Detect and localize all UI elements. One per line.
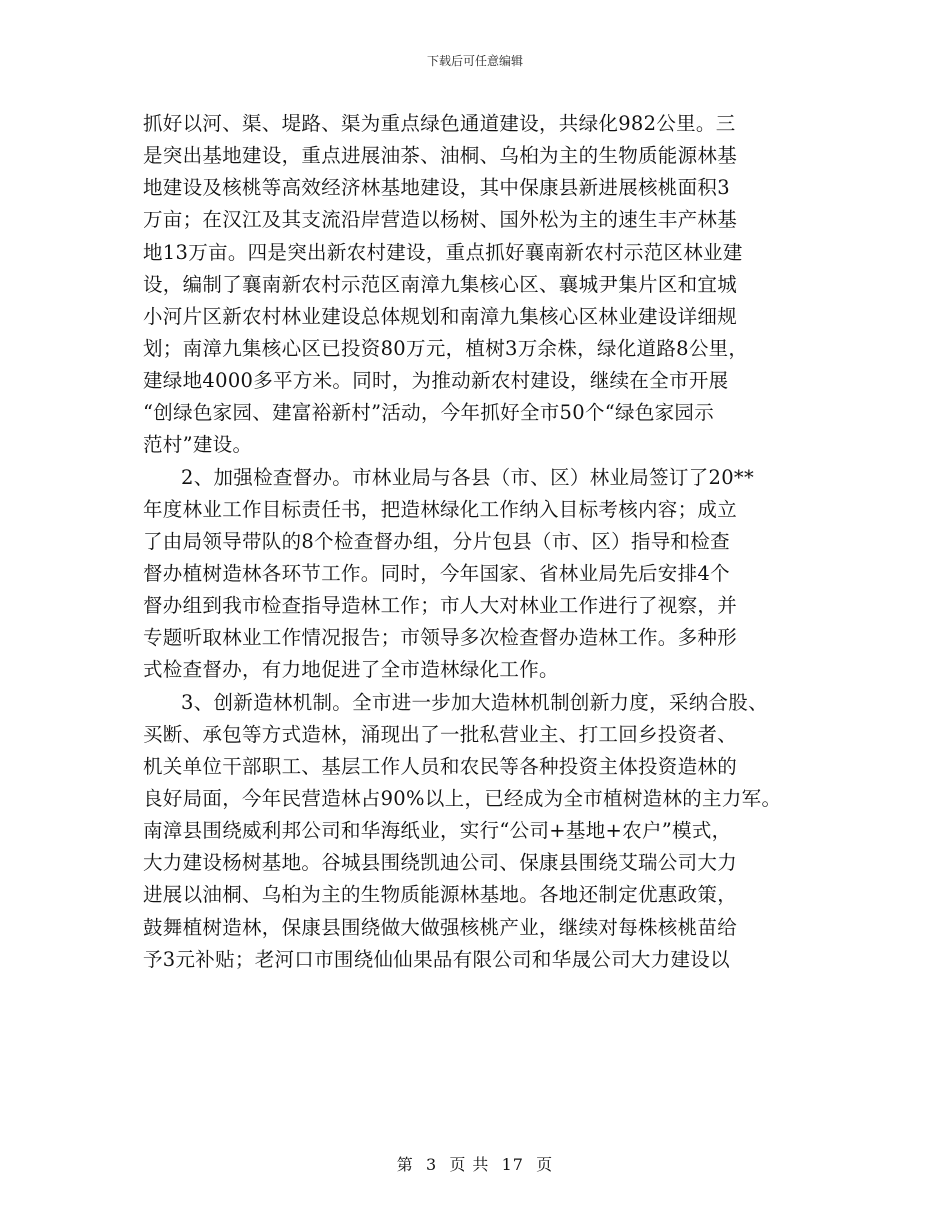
text-line: 督办植树造林各环节工作。同时，今年国家、省林业局先后安排4个 — [143, 561, 730, 585]
text-line: 专题听取林业工作情况报告；市领导多次检查督办造林工作。多种形 — [143, 626, 738, 650]
text-line: 范村”建设。 — [143, 433, 253, 457]
footer-prefix: 第 — [396, 1155, 420, 1174]
text-line: 抓好以河、渠、堤路、渠为重点绿色通道建设，共绿化982公里。三 — [143, 112, 736, 135]
footer-total-pages: 17 — [501, 1155, 531, 1174]
text-line: 式检查督办，有力地促进了全市造林绿化工作。 — [143, 658, 559, 682]
footer-middle: 页 共 — [449, 1155, 496, 1174]
text-line: “创绿色家园、建富裕新村”活动，今年抓好全市50个“绿色家园示 — [143, 401, 715, 425]
text-line: 是突出基地建设，重点进展油茶、油桐、乌桕为主的生物质能源林基 — [143, 144, 738, 168]
text-line: 建绿地4000多平方米。同时，为推动新农村建设，继续在全市开展 — [143, 369, 729, 393]
text-line: 鼓舞植树造林，保康县围绕做大做强核桃产业，继续对每株核桃苗给 — [143, 915, 738, 939]
text-line: 地13万亩。四是突出新农村建设，重点抓好襄南新农村示范区林业建 — [143, 240, 743, 264]
text-line: 地建设及核桃等高效经济林基地建设，其中保康县新进展核桃面积3 — [143, 176, 730, 200]
text-line: 大力建设杨树基地。谷城县围绕凯迪公司、保康县围绕艾瑞公司大力 — [143, 851, 738, 875]
text-line: 2、加强检查督办。市林业局与各县（市、区）林业局签订了20** — [181, 465, 755, 489]
page-header: 下载后可任意编辑 — [426, 54, 523, 68]
text-line: 进展以油桐、乌桕为主的生物质能源林基地。各地还制定优惠政策， — [143, 883, 738, 907]
text-line: 万亩；在汉江及其支流沿岸营造以杨树、国外松为主的速生丰产林基 — [143, 208, 738, 232]
footer-current-page: 3 — [425, 1155, 444, 1174]
text-line: 年度林业工作目标责任书，把造林绿化工作纳入目标考核内容；成立 — [143, 497, 738, 521]
document-body — [143, 108, 823, 976]
text-line: 良好局面，今年民营造林占90%以上，已经成为全市植树造林的主力军。 — [143, 786, 782, 810]
page-footer — [0, 1156, 950, 1174]
text-line: 小河片区新农村林业建设总体规划和南漳九集核心区林业建设详细规 — [143, 304, 738, 328]
text-line: 了由局领导带队的8个检查督办组，分片包县（市、区）指导和检查 — [143, 529, 730, 553]
text-line: 南漳县围绕威利邦公司和华海纸业，实行“公司+基地+农户”模式， — [143, 819, 732, 843]
text-line: 划；南漳九集核心区已投资80万元，植树3万余株，绿化道路8公里， — [143, 336, 749, 360]
footer-suffix: 页 — [536, 1155, 554, 1174]
text-line: 买断、承包等方式造林，涌现出了一批私营业主、打工回乡投资者、 — [143, 722, 738, 746]
text-line: 督办组到我市检查指导造林工作；市人大对林业工作进行了视察，并 — [143, 594, 738, 618]
text-line: 设，编制了襄南新农村示范区南漳九集核心区、襄城尹集片区和宜城 — [143, 272, 738, 296]
text-line: 予3元补贴；老河口市围绕仙仙果品有限公司和华晟公司大力建设以 — [143, 947, 730, 971]
text-line: 3、创新造林机制。全市进一步加大造林机制创新力度，采纳合股、 — [181, 690, 768, 714]
text-line: 机关单位干部职工、基层工作人员和农民等各种投资主体投资造林的 — [143, 754, 738, 778]
